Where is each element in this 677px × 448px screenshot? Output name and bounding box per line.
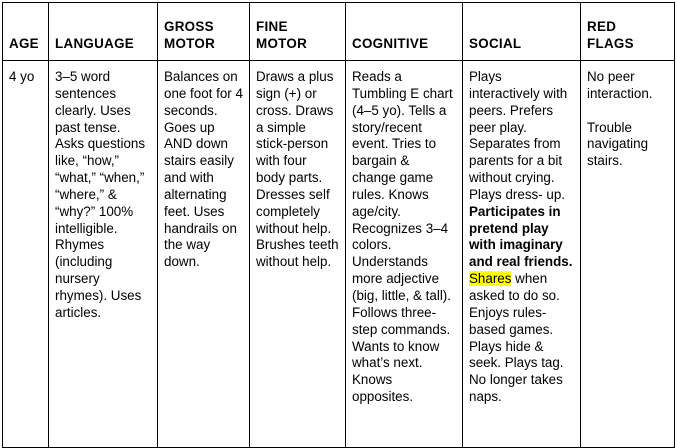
red-flag-2: Trouble navigating stairs. <box>587 119 649 169</box>
cell-cognitive <box>346 61 463 448</box>
header-fine-line2: MOTOR <box>256 36 308 52</box>
header-gross-line1: GROSS <box>164 19 214 35</box>
social-text-bold: Participates in pretend play with imaginary and real friends. <box>469 203 573 270</box>
milestones-table <box>2 2 675 448</box>
header-fine-line1: FINE <box>256 19 288 35</box>
header-red-line2: FLAGS <box>587 36 634 52</box>
milestone-row <box>3 61 675 448</box>
social-text-part2: when asked to do so. Enjoys rules-based games. Plays hide & seek. Plays tag. No longer takes naps. <box>469 271 564 405</box>
header-gross-line2: MOTOR <box>164 36 216 52</box>
header-gross-motor <box>158 3 250 61</box>
red-flag-spacer <box>587 103 668 120</box>
gross-motor-text: Balances on one foot for 4 seconds. Goes up AND down stairs easily and with alternating feet. Uses handrails on the way down. <box>164 69 243 270</box>
social-text-highlight: Shares <box>469 271 512 287</box>
header-social-label: SOCIAL <box>469 36 522 52</box>
language-text: 3–5 word sentences clearly. Uses past tense. Asks questions like, “how,” “what,” “when,” “where,” & “why?” 100% intelligible. Rhymes (including nursery rhymes). Uses articles. <box>55 69 146 320</box>
header-language-label: LANGUAGE <box>55 36 135 52</box>
cell-gross-motor <box>158 61 250 448</box>
age-value: 4 yo <box>9 69 35 84</box>
header-fine-motor <box>250 3 346 61</box>
social-text-part1: Plays interactively with peers. Prefers peer play. Separates from parents for a bit without crying. Plays dress- up. <box>469 69 568 202</box>
cognitive-text: Reads a Tumbling E chart (4–5 yo). Tells a story/recent event. Tries to bargain & change game rules. Knows age/city. Recognizes 3–4 colors. Understands more adjective (big, little, & tall). Follows three-step commands. Wants to know what’s next. Knows opposites. <box>352 69 453 405</box>
header-red-line1: RED <box>587 19 617 35</box>
header-age <box>3 3 49 61</box>
header-row <box>3 3 675 61</box>
fine-motor-text: Draws a plus sign (+) or cross. Draws a simple stick-person with four body parts. Dresses self completely without help. Brushes teeth without help. <box>256 69 339 270</box>
header-cognitive-label: COGNITIVE <box>352 36 429 52</box>
cell-language <box>49 61 158 448</box>
header-cognitive <box>346 3 463 61</box>
header-social <box>463 3 581 61</box>
cell-red-flags <box>581 61 675 448</box>
header-red-flags <box>581 3 675 61</box>
cell-social <box>463 61 581 448</box>
header-language <box>49 3 158 61</box>
cell-age <box>3 61 49 448</box>
header-age-label: AGE <box>9 36 39 52</box>
cell-fine-motor <box>250 61 346 448</box>
red-flag-1: No peer interaction. <box>587 69 653 101</box>
